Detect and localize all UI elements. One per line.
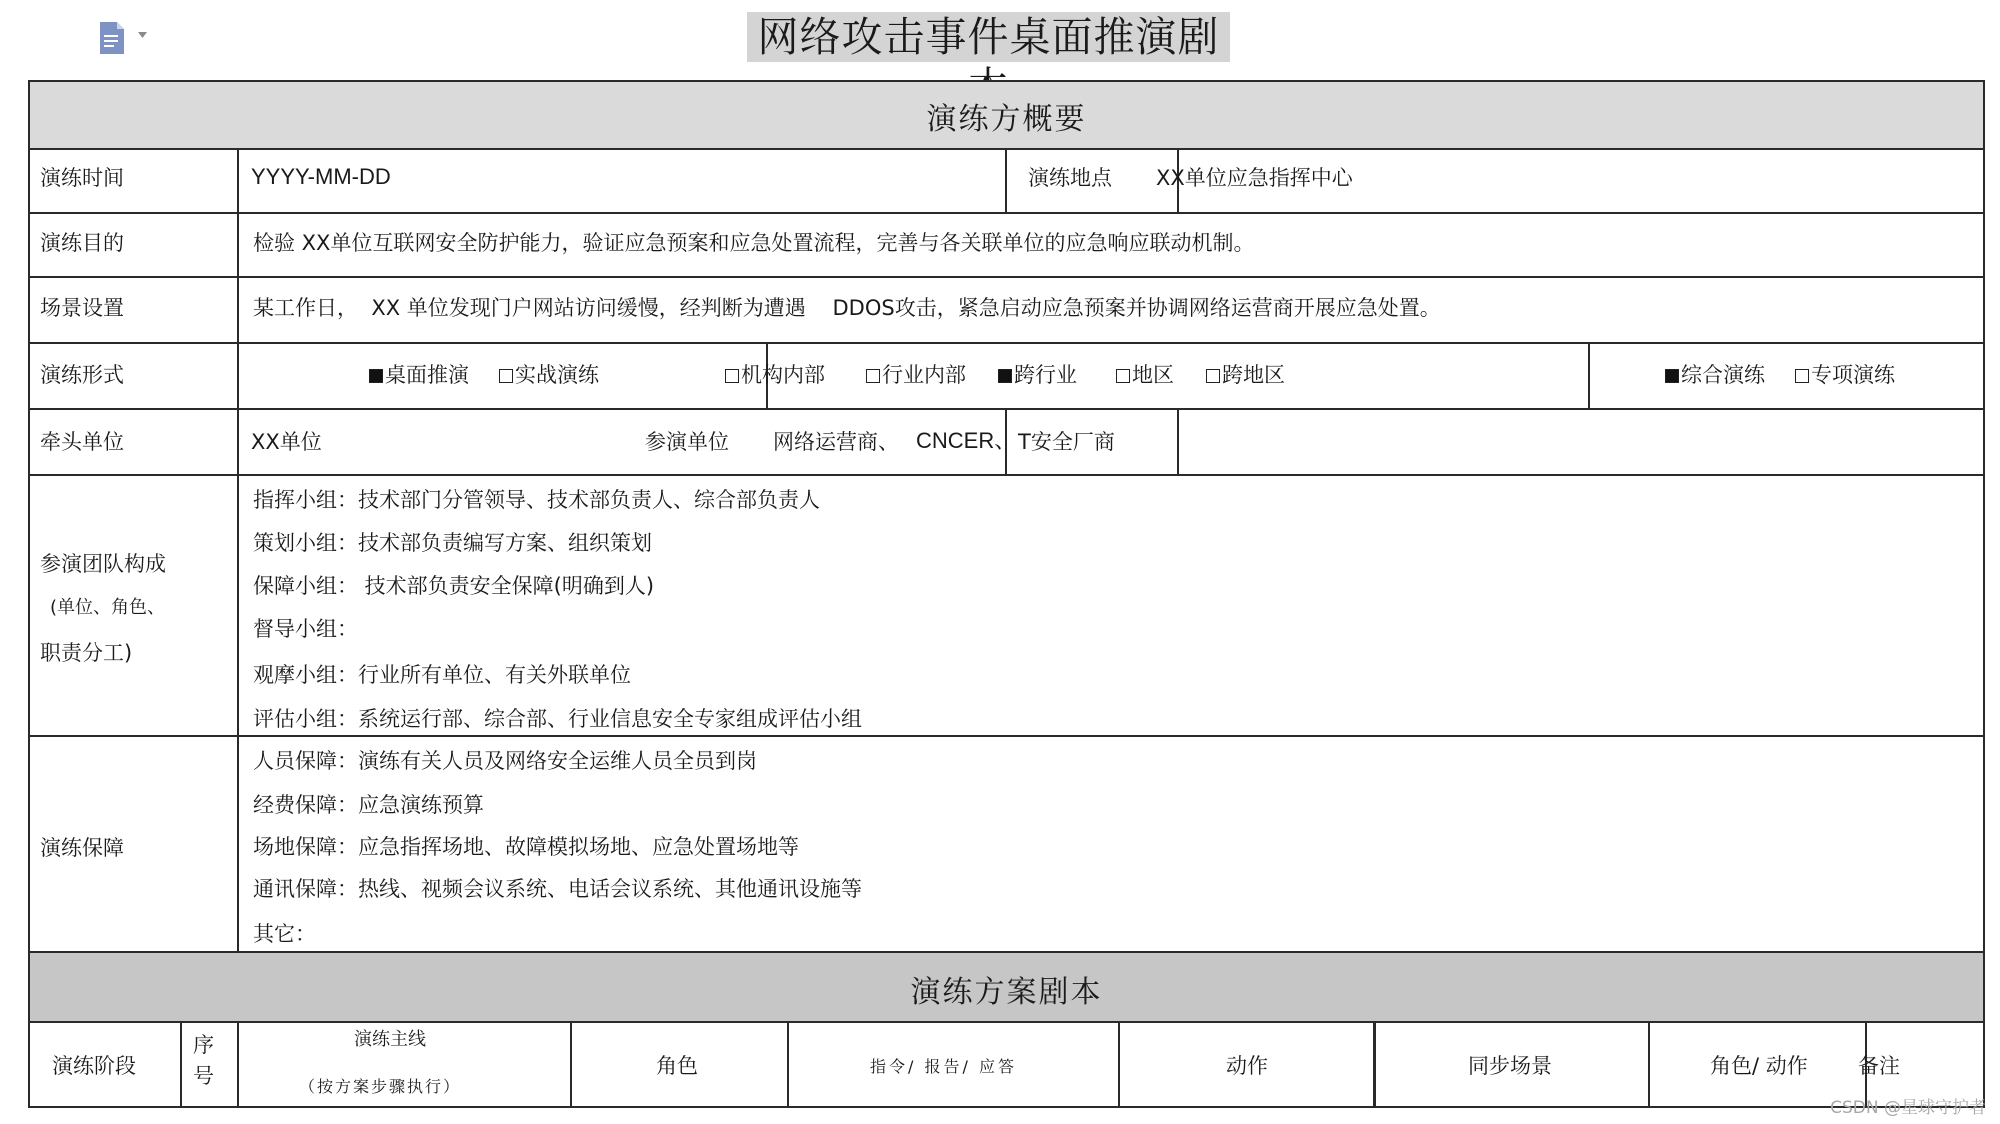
purpose-label: 演练目的	[40, 231, 124, 255]
watermark: CSDN @星球守护者	[1830, 1098, 1986, 1118]
table-border-left	[28, 80, 30, 1108]
team-line: 指挥小组：技术部门分管领导、技术部负责人、综合部负责人	[253, 488, 820, 512]
chevron-down-icon	[138, 32, 147, 38]
divider	[28, 735, 1985, 737]
support-line: 人员保障：演练有关人员及网络安全运维人员全员到岗	[253, 749, 757, 773]
option-label: 专项演练	[1811, 363, 1895, 387]
divider	[28, 276, 1985, 278]
checkbox-icon	[1795, 369, 1809, 383]
scenario-label: 场景设置	[40, 296, 124, 320]
divider	[570, 1021, 572, 1107]
table-border-right	[1983, 80, 1985, 1108]
col-action: 动作	[1226, 1054, 1268, 1078]
support-line: 经费保障：应急演练预算	[253, 793, 484, 817]
option-comprehensive[interactable]	[1665, 362, 1765, 388]
location-value: XX单位应急指挥中心	[1156, 166, 1353, 190]
divider	[237, 1021, 239, 1107]
option-live[interactable]	[499, 362, 599, 388]
col-mainline: 演练主线	[354, 1029, 426, 1050]
col-sync-scene: 同步场景	[1468, 1054, 1552, 1078]
checkbox-icon	[1116, 369, 1130, 383]
option-label: 综合演练	[1681, 363, 1765, 387]
team-line: 评估小组：系统运行部、综合部、行业信息安全专家组成评估小组	[253, 707, 862, 731]
team-line: 观摩小组：行业所有单位、有关外联单位	[253, 663, 631, 687]
script-header-text: 演练方案剧本	[910, 975, 1103, 1010]
team-line: 督导小组：	[253, 617, 358, 641]
page-title: 网络攻击事件桌面推演剧	[747, 12, 1230, 62]
support-line: 通讯保障：热线、视频会议系统、电话会议系统、其他通讯设施等	[253, 877, 862, 901]
checkbox-checked-icon	[369, 369, 383, 383]
col-command: 指令/ 报告/ 应答	[870, 1057, 1017, 1076]
location-label: 演练地点	[1028, 166, 1112, 190]
checkbox-icon	[499, 369, 513, 383]
divider	[1648, 1021, 1650, 1107]
table-border-bottom	[28, 1106, 1985, 1108]
divider	[28, 474, 1985, 476]
option-cross-industry[interactable]	[998, 362, 1077, 388]
divider	[28, 212, 1985, 214]
option-industry[interactable]	[866, 362, 966, 388]
option-label: 地区	[1132, 363, 1174, 387]
support-line: 场地保障：应急指挥场地、故障模拟场地、应急处置场地等	[253, 835, 799, 859]
col-remark: 备注	[1858, 1054, 1900, 1078]
time-label: 演练时间	[40, 166, 124, 190]
overview-header	[28, 80, 1985, 148]
option-label: 跨行业	[1014, 363, 1077, 387]
divider	[1005, 148, 1007, 212]
team-line: 保障小组： 技术部负责安全保障(明确到人)	[253, 574, 655, 598]
option-label: 机构内部	[741, 363, 825, 387]
support-line: 其它：	[253, 922, 316, 946]
divider	[1373, 1021, 1376, 1107]
checkbox-icon	[1206, 369, 1220, 383]
divider	[180, 1021, 182, 1107]
divider	[1118, 1021, 1120, 1107]
support-label: 演练保障	[40, 836, 124, 860]
checkbox-icon	[725, 369, 739, 383]
col-seq: 序	[193, 1033, 214, 1057]
option-label: 桌面推演	[385, 363, 469, 387]
divider	[28, 1021, 1985, 1023]
option-desktop[interactable]	[369, 362, 469, 388]
option-region[interactable]	[1116, 362, 1174, 388]
lead-label: 牵头单位	[40, 430, 124, 454]
form-label: 演练形式	[40, 363, 124, 387]
table-border-top	[28, 80, 1985, 82]
scenario-value: 某工作日， XX 单位发现门户网站访问缓慢，经判断为遭遇 DDOS攻击，紧急启动应急预案并协调网络运营商开展应急处置。	[253, 296, 1441, 320]
participants-label: 参演单位	[645, 430, 729, 454]
option-institution[interactable]	[725, 362, 825, 388]
divider	[28, 951, 1985, 953]
option-label: 跨地区	[1222, 363, 1285, 387]
team-label-sub: (单位、角色、	[50, 597, 166, 618]
participants-value-2: CNCER、	[916, 428, 1017, 453]
col-seq: 号	[193, 1064, 214, 1088]
time-value: YYYY-MM-DD	[251, 164, 391, 189]
participants-value-3: T安全厂商	[1018, 430, 1115, 454]
checkbox-checked-icon	[998, 369, 1012, 383]
purpose-value: 检验 XX单位互联网安全防护能力，验证应急预案和应急处置流程，完善与各关联单位的应急响应联动机制。	[253, 231, 1255, 255]
team-label: 参演团队构成	[40, 552, 166, 576]
col-mainline-note: （按方案步骤执行）	[299, 1077, 462, 1096]
checkbox-icon	[866, 369, 880, 383]
option-label: 实战演练	[515, 363, 599, 387]
divider	[1177, 408, 1179, 474]
option-label: 行业内部	[882, 363, 966, 387]
col-role: 角色	[656, 1054, 698, 1078]
checkbox-checked-icon	[1665, 369, 1679, 383]
option-cross-region[interactable]	[1206, 362, 1285, 388]
option-special[interactable]	[1795, 362, 1895, 388]
lead-value: XX单位	[251, 430, 322, 454]
team-line: 策划小组：技术部负责编写方案、组织策划	[253, 531, 652, 555]
document-icon[interactable]	[98, 20, 150, 56]
team-label-sub: 职责分工)	[40, 641, 133, 665]
divider	[28, 342, 1985, 344]
script-header	[28, 951, 1985, 1021]
participants-value-1: 网络运营商、	[773, 430, 899, 454]
divider	[237, 148, 239, 951]
col-role-action: 角色/ 动作	[1710, 1054, 1808, 1078]
divider	[787, 1021, 789, 1107]
overview-header-text: 演练方概要	[926, 102, 1087, 137]
col-stage: 演练阶段	[52, 1054, 136, 1078]
divider	[1588, 342, 1590, 408]
